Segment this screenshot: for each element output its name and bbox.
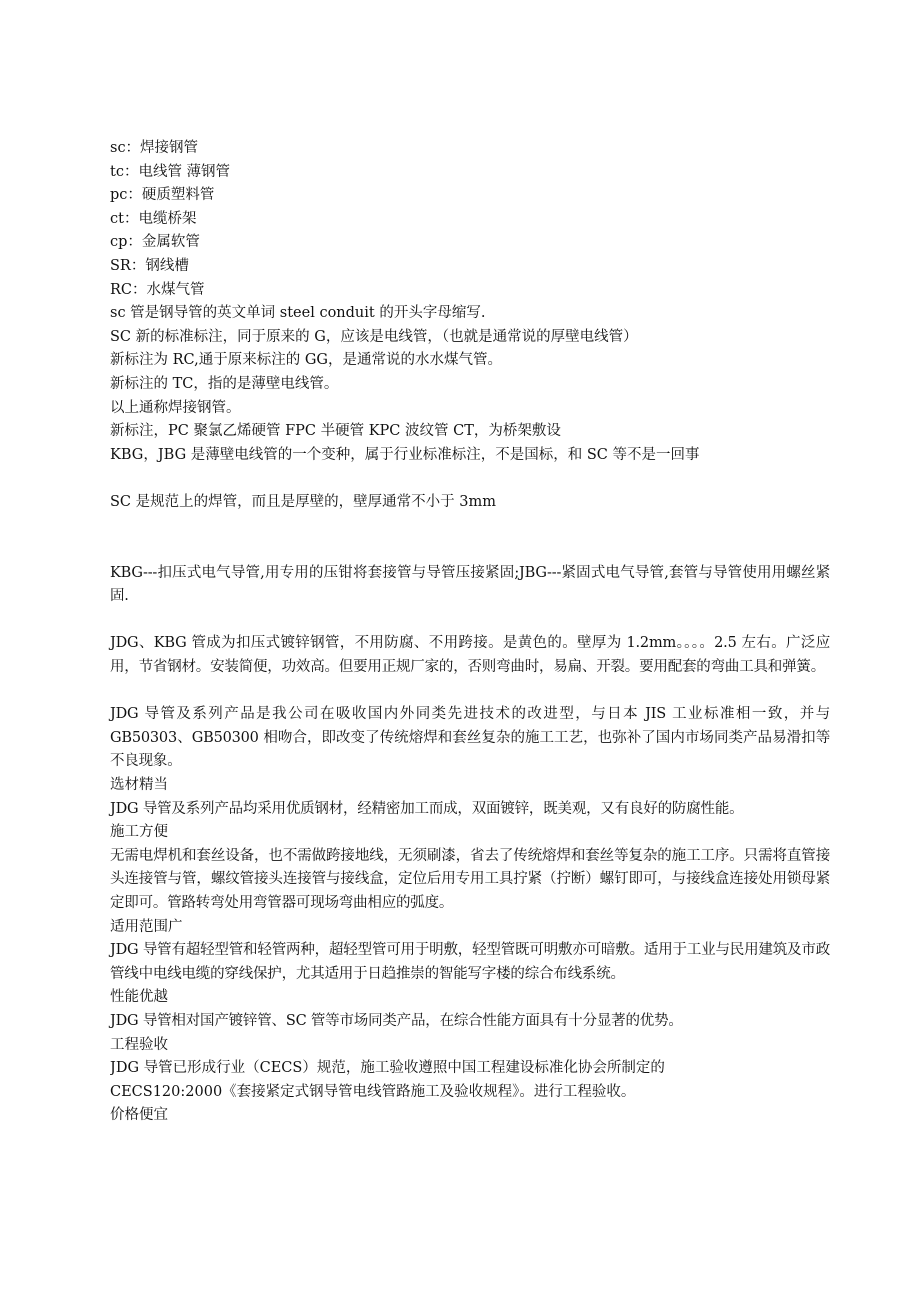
blank-line (110, 467, 830, 491)
heading-performance: 性能优越 (110, 989, 168, 1006)
pc-fpc-kpc: 新标注，PC 聚氯乙烯硬管 FPC 半硬管 KPC 波纹管 CT，为桥架敷设 (110, 423, 561, 440)
heading-construction: 施工方便 (110, 824, 168, 841)
heading-price: 价格便宜 (110, 1107, 168, 1124)
materials-text: JDG 导管及系列产品均采用优质钢材，经精密加工而成，双面镀锌，既美观，又有良好的防腐性能。 (110, 800, 744, 817)
tc-standard: 新标注的 TC，指的是薄壁电线管。 (110, 375, 339, 392)
jdg-kbg-description: JDG、KBG 管成为扣压式镀锌钢管，不用防腐、不用跨接。是黄色的。壁厚为 1.2mm。。。。2.5 左右。广泛应用，节省钢材。安装简便，功效高。但要用正规厂家的，否则弯曲时，易扁、开裂。要用配套的弯曲工具和弹簧。 (110, 635, 830, 676)
sc-thickness: SC 是规范上的焊管，而且是厚壁的，壁厚通常不小于 3mm (110, 493, 496, 510)
document-page (110, 137, 830, 1128)
abbr-pc: pc：硬质塑料管 (110, 187, 215, 204)
abbr-sr: SR：钢线槽 (110, 257, 189, 274)
jdg-intro: JDG 导管及系列产品是我公司在吸收国内外同类先进技术的改进型，与日本 JIS 工业标准相一致，并与 GB50303、GB50300 相吻合，即改变了传统熔焊和套丝复杂的施工工艺，也弥补了国内市场同类产品易滑扣等不良现象。 (110, 706, 830, 770)
sc-standard: SC 新的标准标注，同于原来的 G，应该是电线管，（也就是通常说的厚壁电线管） (110, 328, 638, 345)
blank-gap (110, 515, 830, 562)
abbr-cp: cp：金属软管 (110, 234, 200, 251)
abbr-ct: ct：电缆桥架 (110, 210, 197, 227)
scope-text: JDG 导管有超轻型管和轻管两种，超轻型管可用于明敷，轻型管既可明敷亦可暗敷。适用于工业与民用建筑及市政管线中电线电缆的穿线保护，尤其适用于日趋推崇的智能写字楼的综合布线系统。 (110, 942, 830, 982)
sc-origin: sc 管是钢导管的英文单词 steel conduit 的开头字母缩写. (110, 305, 486, 322)
abbr-rc: RC：水煤气管 (110, 281, 205, 298)
heading-acceptance: 工程验收 (110, 1036, 168, 1053)
acceptance-text-2: CECS120:2000《套接紧定式钢导管电线管路施工及验收规程》。进行工程验收。 (110, 1083, 636, 1100)
abbr-tc: tc：电线管 薄钢管 (110, 163, 231, 180)
heading-materials: 选材精当 (110, 777, 168, 794)
rc-standard: 新标注为 RC,通于原来标注的 GG，是通常说的水水煤气管。 (110, 352, 502, 369)
performance-text: JDG 导管相对国产镀锌管、SC 管等市场同类产品，在综合性能方面具有十分显著的优势。 (110, 1012, 683, 1029)
blank-line (110, 609, 830, 633)
abbr-sc: sc：焊接钢管 (110, 140, 199, 156)
acceptance-text-1: JDG 导管已形成行业（CECS）规范，施工验收遵照中国工程建设标准化协会所制定的 (110, 1060, 665, 1077)
kbg-jbg-definition: KBG---扣压式电气导管,用专用的压钳将套接管与导管压接紧固;JBG---紧固式电气导管,套管与导管使用用螺丝紧固. (110, 564, 830, 605)
kbg-jbg-note: KBG，JBG 是薄壁电线管的一个变种，属于行业标准标注，不是国标，和 SC 等不是一回事 (110, 446, 700, 463)
heading-scope: 适用范围广 (110, 918, 183, 935)
blank-line (110, 680, 830, 704)
welded-summary: 以上通称焊接钢管。 (110, 399, 241, 416)
construction-text: 无需电焊机和套丝设备，也不需做跨接地线，无须刷漆，省去了传统熔焊和套丝等复杂的施工工序。只需将直管接头连接管与管，螺纹管接头连接管与接线盒，定位后用专用工具拧紧（拧断）螺钉即可，与接线盒连接处用锁母紧定即可。管路转弯处用弯管器可现场弯曲相应的弧度。 (110, 847, 830, 911)
